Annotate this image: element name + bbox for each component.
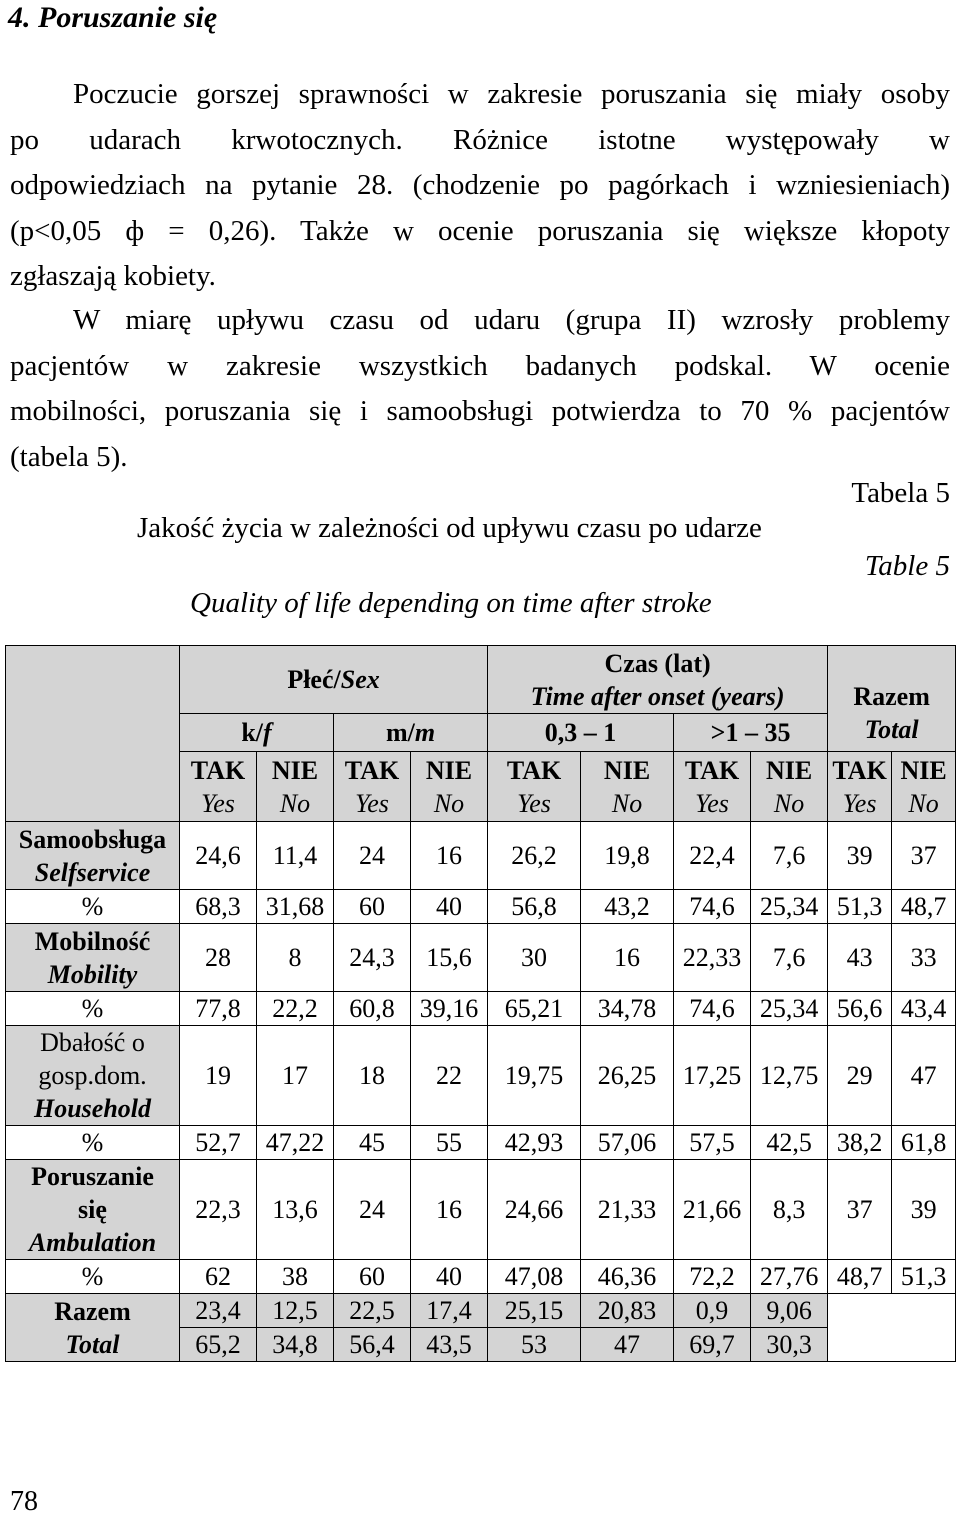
table-cell: 19,75 bbox=[488, 1026, 581, 1126]
header-male: m/m bbox=[334, 714, 488, 752]
table-cell: 7,6 bbox=[751, 924, 828, 992]
row-label-percent: % bbox=[6, 1260, 180, 1294]
table-cell: 51,3 bbox=[892, 1260, 956, 1294]
table-cell: 24,3 bbox=[334, 924, 411, 992]
table-cell: 40 bbox=[411, 1260, 488, 1294]
table-cell: 39 bbox=[892, 1160, 956, 1260]
table-cell: 37 bbox=[892, 822, 956, 890]
header-yes: TAK Yes bbox=[674, 752, 751, 822]
table-cell: 22 bbox=[411, 1026, 488, 1126]
header-range-1: 0,3 – 1 bbox=[488, 714, 674, 752]
table-cell: 16 bbox=[581, 924, 674, 992]
table-cell: 19,8 bbox=[581, 822, 674, 890]
row-label-percent: % bbox=[6, 890, 180, 924]
table-cell: 42,93 bbox=[488, 1126, 581, 1160]
table-title-pl: Jakość życia w zależności od upływu czasu po udarze bbox=[137, 512, 762, 544]
table-cell: 7,6 bbox=[751, 822, 828, 890]
table-cell: 17,25 bbox=[674, 1026, 751, 1126]
row-label: Samoobsługa Selfservice bbox=[6, 822, 180, 890]
table-cell: 43 bbox=[828, 924, 892, 992]
paragraph-line: pacjentów w zakresie wszystkich badanych podskal. W ocenie bbox=[10, 349, 950, 382]
table-cell: 12,75 bbox=[751, 1026, 828, 1126]
header-total: Razem Total bbox=[828, 646, 956, 752]
table-cell: 48,7 bbox=[892, 890, 956, 924]
table-cell: 25,34 bbox=[751, 890, 828, 924]
paragraph-line: zgłaszają kobiety. bbox=[10, 260, 216, 292]
table-cell: 60 bbox=[334, 1260, 411, 1294]
table-cell: 34,78 bbox=[581, 992, 674, 1026]
paragraph-1 bbox=[10, 72, 950, 300]
table-cell: 17 bbox=[257, 1026, 334, 1126]
total-cell: 23,4 bbox=[180, 1294, 257, 1328]
quality-of-life-table bbox=[5, 645, 956, 1362]
table-cell: 22,2 bbox=[257, 992, 334, 1026]
table-cell: 42,5 bbox=[751, 1126, 828, 1160]
total-cell: 20,83 bbox=[581, 1294, 674, 1328]
table-cell: 60,8 bbox=[334, 992, 411, 1026]
header-yes: TAK Yes bbox=[488, 752, 581, 822]
total-cell: 69,7 bbox=[674, 1328, 751, 1362]
table-cell: 28 bbox=[180, 924, 257, 992]
total-cell: 30,3 bbox=[751, 1328, 828, 1362]
table-cell: 47 bbox=[892, 1026, 956, 1126]
table-cell: 57,06 bbox=[581, 1126, 674, 1160]
header-range-2: >1 – 35 bbox=[674, 714, 828, 752]
table-cell: 61,8 bbox=[892, 1126, 956, 1160]
total-cell: 56,4 bbox=[334, 1328, 411, 1362]
total-cell: 17,4 bbox=[411, 1294, 488, 1328]
table-cell: 56,6 bbox=[828, 992, 892, 1026]
table-cell: 8,3 bbox=[751, 1160, 828, 1260]
table-cell: 26,25 bbox=[581, 1026, 674, 1126]
total-cell: 34,8 bbox=[257, 1328, 334, 1362]
table-cell: 22,4 bbox=[674, 822, 751, 890]
total-cell: 47 bbox=[581, 1328, 674, 1362]
table-cell: 39 bbox=[828, 822, 892, 890]
table-cell: 29 bbox=[828, 1026, 892, 1126]
table-cell: 21,33 bbox=[581, 1160, 674, 1260]
paragraph-line: (tabela 5). bbox=[10, 440, 128, 473]
table-cell: 22,3 bbox=[180, 1160, 257, 1260]
row-label: Mobilność Mobility bbox=[6, 924, 180, 992]
total-cell: 22,5 bbox=[334, 1294, 411, 1328]
table-cell: 47,08 bbox=[488, 1260, 581, 1294]
table-cell: 46,36 bbox=[581, 1260, 674, 1294]
table-cell: 72,2 bbox=[674, 1260, 751, 1294]
total-cell: 9,06 bbox=[751, 1294, 828, 1328]
table-cell: 30 bbox=[488, 924, 581, 992]
table-cell: 65,21 bbox=[488, 992, 581, 1026]
header-no: NIE No bbox=[581, 752, 674, 822]
header-yes: TAK Yes bbox=[180, 752, 257, 822]
table-corner bbox=[6, 646, 180, 822]
table-cell: 24,66 bbox=[488, 1160, 581, 1260]
table-cell: 48,7 bbox=[828, 1260, 892, 1294]
table-label-pl: Tabela 5 bbox=[851, 477, 950, 509]
table-cell: 21,66 bbox=[674, 1160, 751, 1260]
total-cell: 53 bbox=[488, 1328, 581, 1362]
table-cell: 40 bbox=[411, 890, 488, 924]
table-cell: 18 bbox=[334, 1026, 411, 1126]
table-cell: 77,8 bbox=[180, 992, 257, 1026]
table-cell: 37 bbox=[828, 1160, 892, 1260]
table-cell: 15,6 bbox=[411, 924, 488, 992]
table-cell: 24 bbox=[334, 1160, 411, 1260]
total-cell: 43,5 bbox=[411, 1328, 488, 1362]
empty-cell bbox=[828, 1294, 956, 1362]
table-cell: 57,5 bbox=[674, 1126, 751, 1160]
table-cell: 60 bbox=[334, 890, 411, 924]
total-cell: 65,2 bbox=[180, 1328, 257, 1362]
table-cell: 62 bbox=[180, 1260, 257, 1294]
row-label-total: Razem Total bbox=[6, 1294, 180, 1362]
header-no: NIE No bbox=[751, 752, 828, 822]
row-label: Poruszanie się Ambulation bbox=[6, 1160, 180, 1260]
table-cell: 55 bbox=[411, 1126, 488, 1160]
table-cell: 8 bbox=[257, 924, 334, 992]
row-label-percent: % bbox=[6, 992, 180, 1026]
table-cell: 24,6 bbox=[180, 822, 257, 890]
table-cell: 25,34 bbox=[751, 992, 828, 1026]
section-title: 4. Poruszanie się bbox=[8, 1, 218, 34]
table-cell: 19 bbox=[180, 1026, 257, 1126]
table-cell: 16 bbox=[411, 1160, 488, 1260]
header-female: k/f bbox=[180, 714, 334, 752]
row-label: Dbałość o gosp.dom. Household bbox=[6, 1026, 180, 1126]
table-cell: 47,22 bbox=[257, 1126, 334, 1160]
paragraph-line: mobilności, poruszania się i samoobsługi potwierdza to 70 % pacjentów bbox=[10, 395, 950, 427]
total-cell: 12,5 bbox=[257, 1294, 334, 1328]
header-yes: TAK Yes bbox=[828, 752, 892, 822]
page-number: 78 bbox=[10, 1486, 38, 1517]
table-cell: 52,7 bbox=[180, 1126, 257, 1160]
table-cell: 16 bbox=[411, 822, 488, 890]
table-cell: 11,4 bbox=[257, 822, 334, 890]
table-cell: 26,2 bbox=[488, 822, 581, 890]
paragraph-2 bbox=[10, 298, 950, 480]
table-cell: 56,8 bbox=[488, 890, 581, 924]
table-cell: 31,68 bbox=[257, 890, 334, 924]
header-no: NIE No bbox=[257, 752, 334, 822]
header-no: NIE No bbox=[892, 752, 956, 822]
header-no: NIE No bbox=[411, 752, 488, 822]
table-cell: 74,6 bbox=[674, 992, 751, 1026]
table-cell: 74,6 bbox=[674, 890, 751, 924]
table-cell: 13,6 bbox=[257, 1160, 334, 1260]
table-cell: 24 bbox=[334, 822, 411, 890]
total-cell: 25,15 bbox=[488, 1294, 581, 1328]
paragraph-line: po udarach krwotocznych. Różnice istotne występowały w bbox=[10, 123, 950, 156]
paragraph-line: W miarę upływu czasu od udaru (grupa II) wzrosły problemy bbox=[73, 304, 950, 336]
paragraph-line: Poczucie gorszej sprawności w zakresie poruszania się miały osoby bbox=[73, 78, 950, 110]
header-time: Czas (lat) Time after onset (years) bbox=[488, 646, 828, 714]
table-cell: 38 bbox=[257, 1260, 334, 1294]
table-cell: 27,76 bbox=[751, 1260, 828, 1294]
total-cell: 0,9 bbox=[674, 1294, 751, 1328]
table-title-en: Quality of life depending on time after stroke bbox=[190, 587, 712, 619]
table-cell: 22,33 bbox=[674, 924, 751, 992]
table-cell: 51,3 bbox=[828, 890, 892, 924]
table-cell: 45 bbox=[334, 1126, 411, 1160]
table-cell: 43,2 bbox=[581, 890, 674, 924]
row-label-percent: % bbox=[6, 1126, 180, 1160]
table-cell: 39,16 bbox=[411, 992, 488, 1026]
table-cell: 68,3 bbox=[180, 890, 257, 924]
table-cell: 33 bbox=[892, 924, 956, 992]
table-cell: 38,2 bbox=[828, 1126, 892, 1160]
paragraph-line: odpowiedziach na pytanie 28. (chodzenie po pagórkach i wzniesieniach) bbox=[10, 169, 950, 201]
table-label-en: Table 5 bbox=[864, 550, 950, 582]
header-yes: TAK Yes bbox=[334, 752, 411, 822]
table-cell: 43,4 bbox=[892, 992, 956, 1026]
paragraph-line: (p<0,05 ф = 0,26). Także w ocenie poruszania się większe kłopoty bbox=[10, 214, 950, 247]
header-sex: Płeć/Sex bbox=[180, 646, 488, 714]
